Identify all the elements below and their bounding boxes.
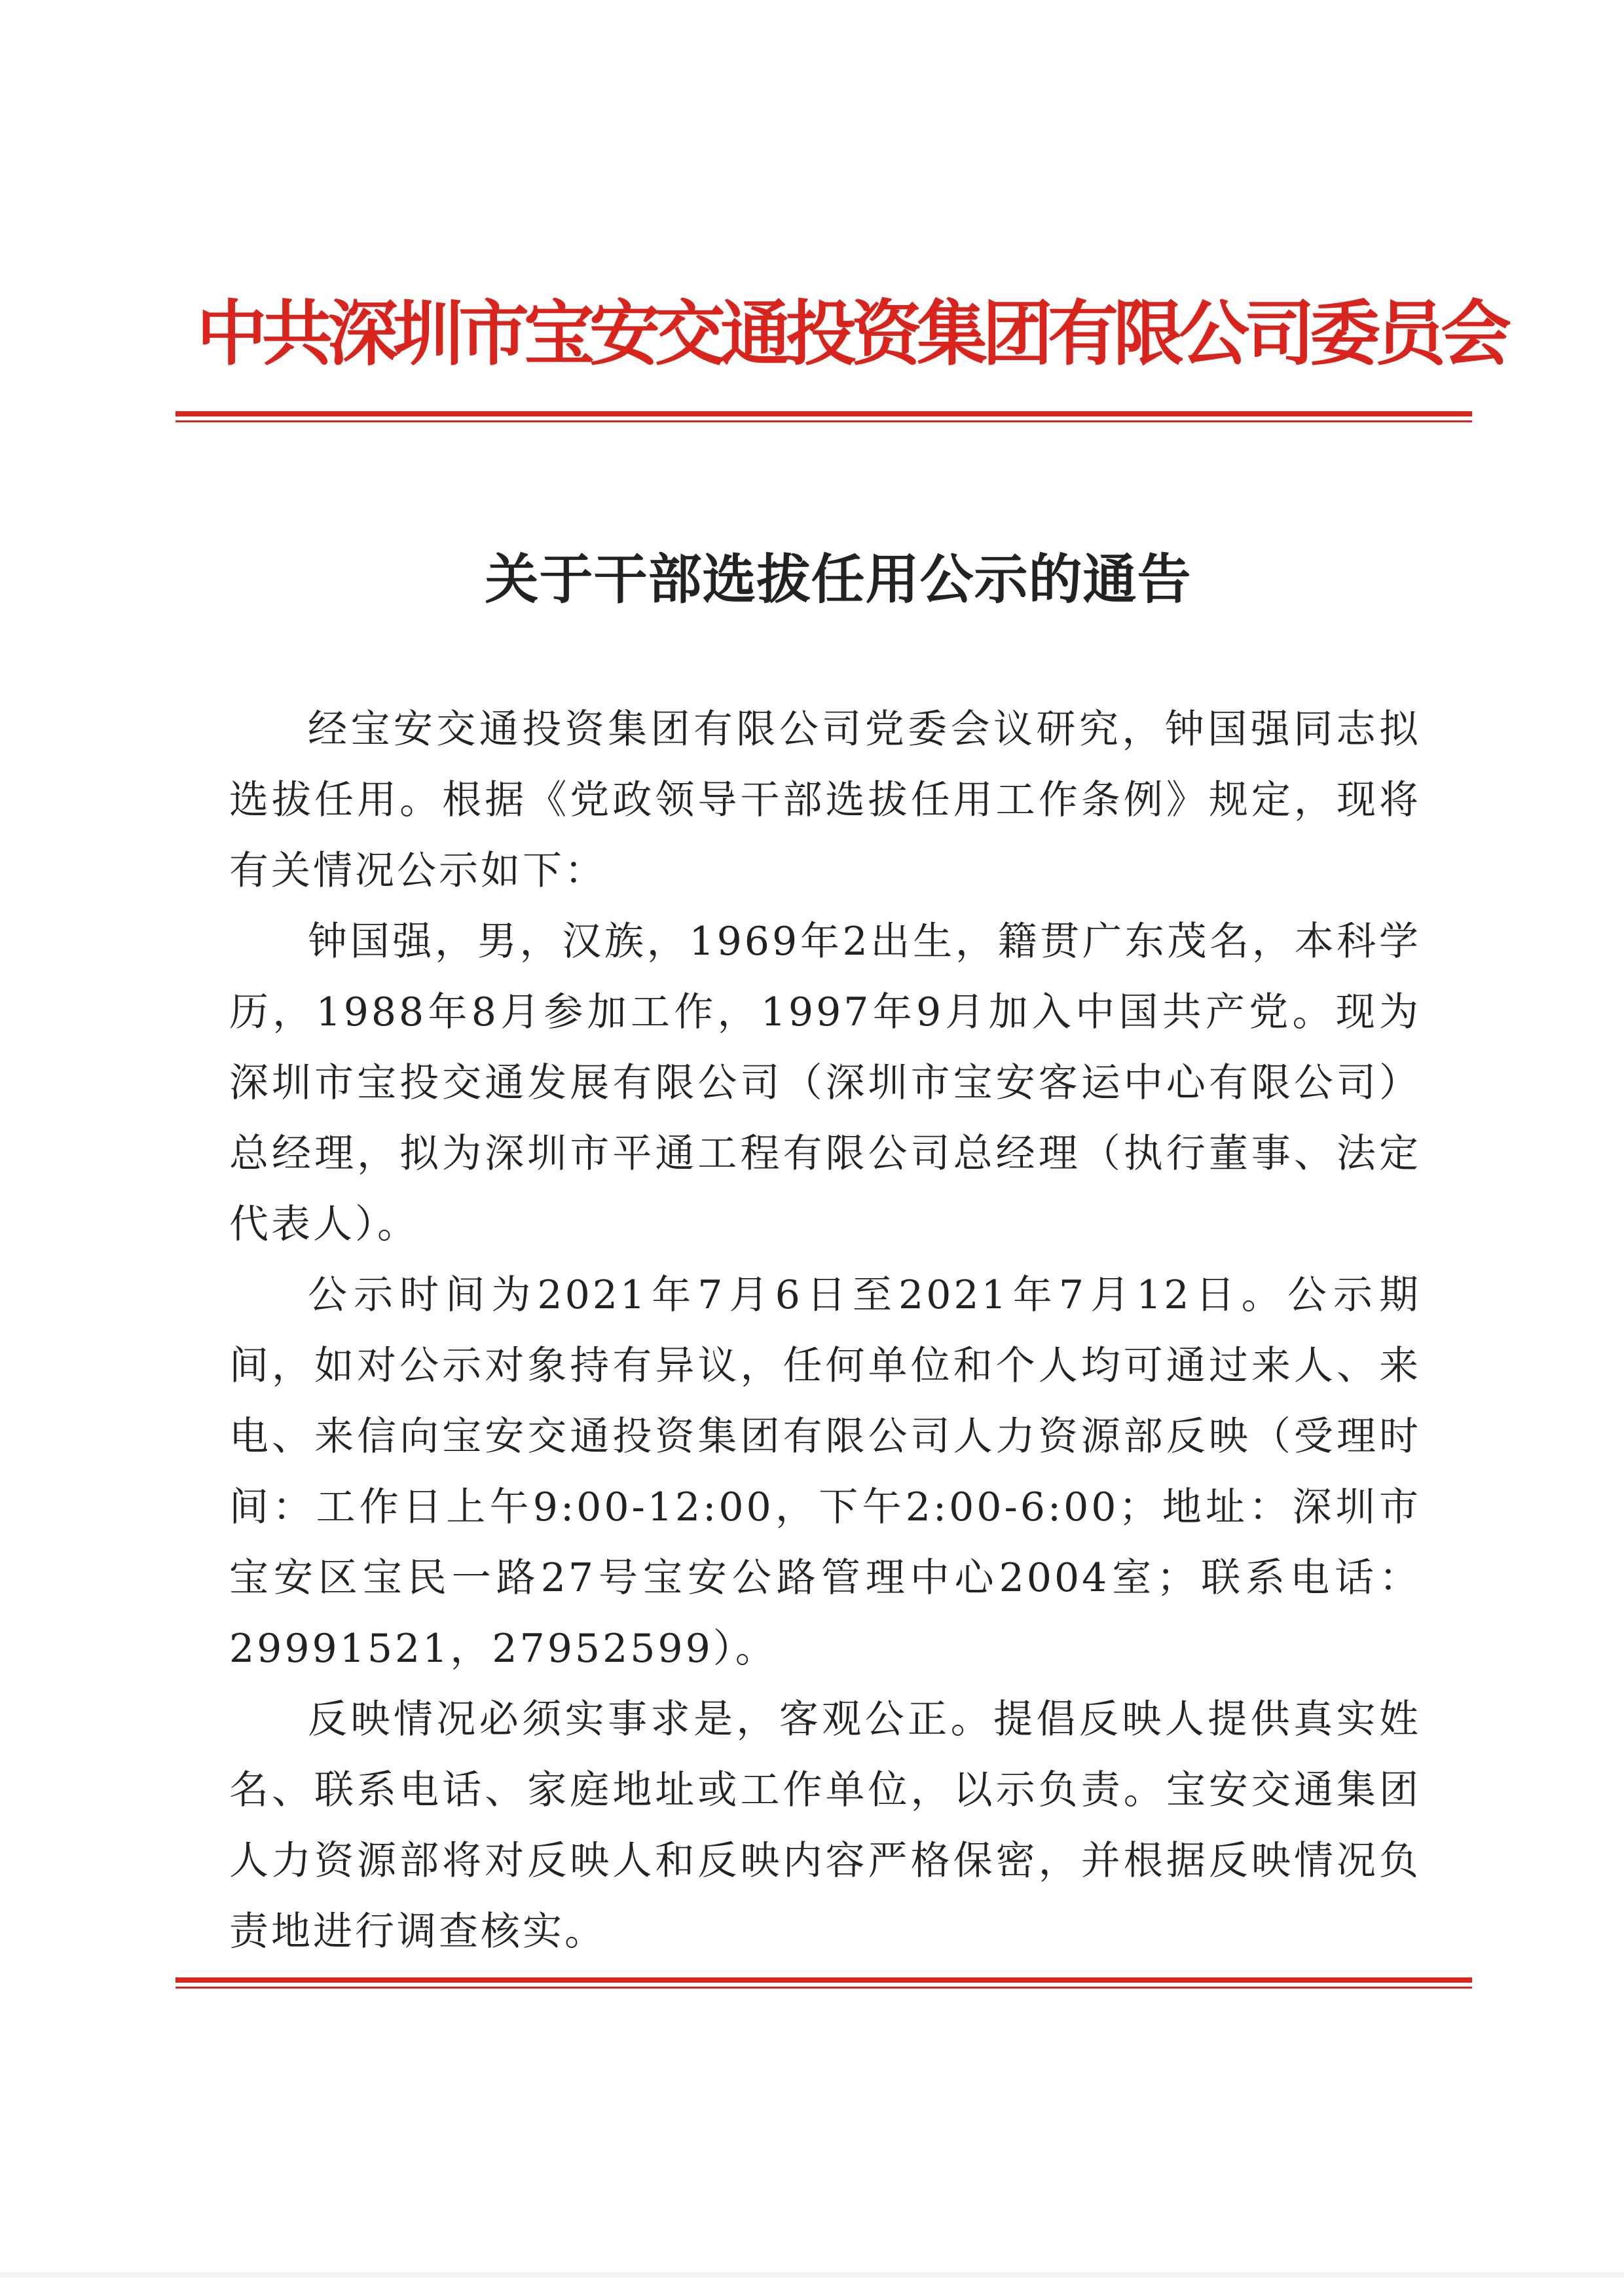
masthead-organization: 中共深圳市宝安交通投资集团有限公司委员会 [196,293,1507,375]
notice-title: 关于干部选拔任用公示的通告 [485,548,1192,611]
paragraph-publicity-period: 公示时间为2021年7月6日至2021年7月12日。公示期间，如对公示对象持有异议，任何单位和个人均可通过来人、来电、来信向宝安交通投资集团有限公司人力资源部反映（受理时间：工作日上午9:00-12:00，下午2:00-6:00；地址：深圳市宝安区宝民一路27号宝安公路管理中心2004室；联系电话：29991521，27952599）。 [229,1272,1421,1672]
paragraph-intro: 经宝安交通投资集团有限公司党委会议研究，钟国强同志拟选拔任用。根据《党政领导干部选拔任用工作条例》规定，现将有关情况公示如下： [229,707,1421,894]
notice-body [229,694,1421,1967]
paragraph-candidate: 钟国强，男，汉族，1969年2出生，籍贯广东茂名，本科学历，1988年8月参加工作，1997年9月加入中国共产党。现为深圳市宝投交通发展有限公司（深圳市宝安客运中心有限公司）总经理，拟为深圳市平通工程有限公司总经理（执行董事、法定代表人）。 [229,919,1421,1247]
divider-thick-line [175,411,1472,416]
divider-thick-line [175,1977,1472,1983]
footer-divider [175,1977,1472,1989]
divider-thin-line [175,1987,1472,1989]
masthead-divider [175,411,1472,422]
paragraph-reporting-rules: 反映情况必须实事求是，客观公正。提倡反映人提供真实姓名、联系电话、家庭地址或工作单位，以示负责。宝安交通集团人力资源部将对反映人和反映内容严格保密，并根据反映情况负责地进行调查核实。 [229,1697,1421,1955]
scan-edge [0,2272,1624,2277]
divider-thin-line [175,420,1472,422]
